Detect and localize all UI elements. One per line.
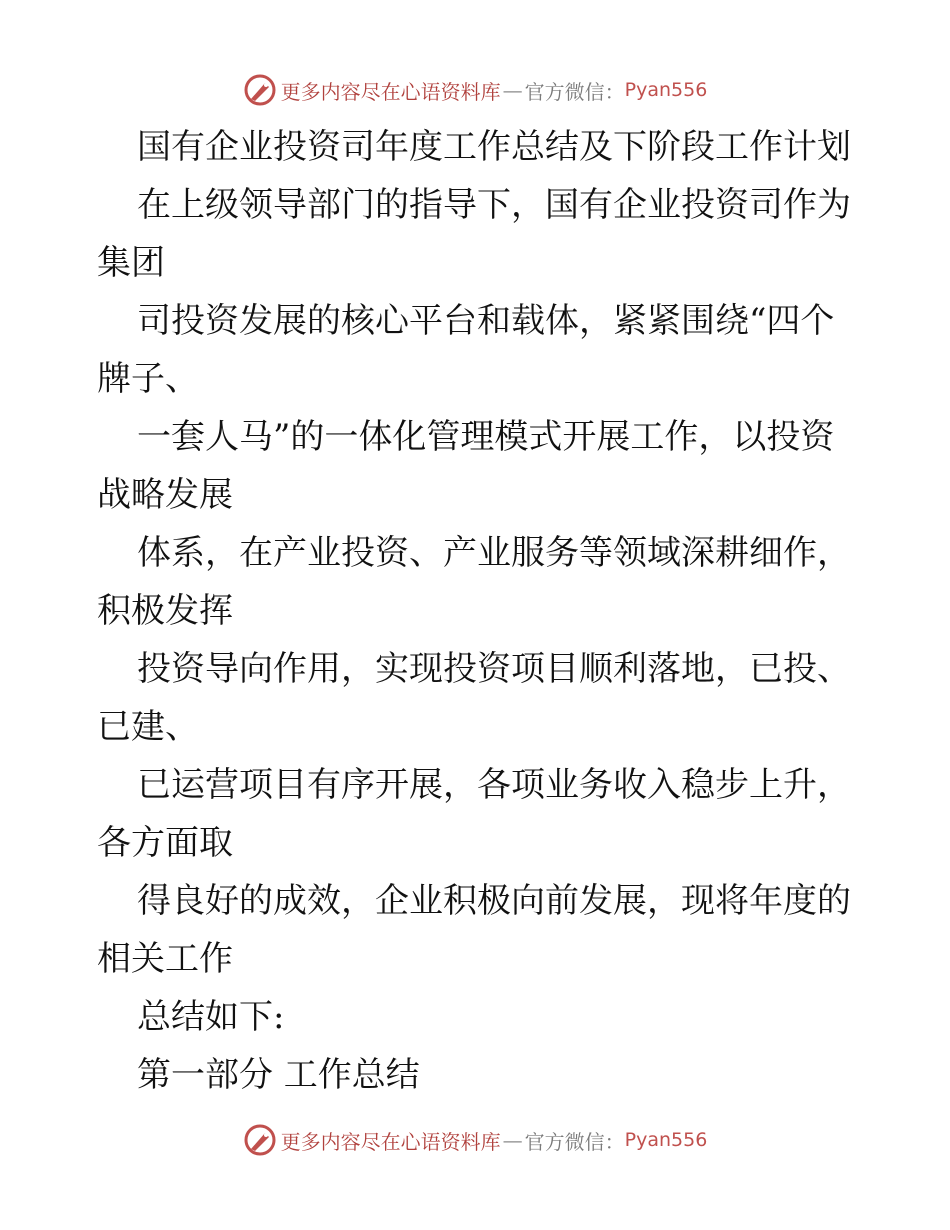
watermark-wechat-handle: Pyan556: [624, 1129, 708, 1151]
paragraph-line: 司投资发展的核心平台和载体，紧紧围绕“四个: [137, 301, 835, 341]
header-watermark: [0, 70, 950, 110]
paragraph-line: 投资导向作用，实现投资项目顺利落地，已投、: [137, 649, 851, 689]
paragraph-line: 得良好的成效，企业积极向前发展，现将年度的: [137, 881, 851, 921]
paragraph-line: 牌子、: [97, 359, 199, 399]
paragraph-line: 已建、: [97, 707, 199, 747]
paragraph-line: 相关工作: [97, 939, 233, 979]
watermark-separator: —: [502, 78, 523, 102]
brush-nib-logo-icon: [243, 1123, 277, 1157]
paragraph-line: 积极发挥: [97, 591, 233, 631]
paragraph-line: 已运营项目有序开展，各项业务收入稳步上升，: [137, 765, 851, 805]
watermark-wechat-label: 官方微信：: [524, 79, 625, 104]
watermark-wechat-label: 官方微信：: [524, 1129, 625, 1154]
watermark-wechat-handle: Pyan556: [624, 79, 708, 101]
paragraph-line: 一套人马”的一体化管理模式开展工作，以投资: [137, 417, 835, 457]
watermark-brand-text: 更多内容尽在心语资料库: [280, 1129, 501, 1154]
section-heading: 第一部分 工作总结: [137, 1055, 420, 1095]
brush-nib-logo-icon: [243, 73, 277, 107]
paragraph-line: 体系，在产业投资、产业服务等领域深耕细作，: [137, 533, 851, 573]
paragraph-line: 战略发展: [97, 475, 233, 515]
paragraph-line: 各方面取: [97, 823, 233, 863]
watermark-brand-text: 更多内容尽在心语资料库: [280, 79, 501, 104]
document-body: [97, 118, 857, 1104]
paragraph-line: 在上级领导部门的指导下，国有企业投资司作为: [137, 185, 851, 225]
document-title: 国有企业投资司年度工作总结及下阶段工作计划: [137, 127, 851, 167]
watermark-separator: —: [502, 1128, 523, 1152]
paragraph-line: 总结如下:: [137, 997, 285, 1037]
paragraph-line: 集团: [97, 243, 165, 283]
footer-watermark: [0, 1120, 950, 1160]
